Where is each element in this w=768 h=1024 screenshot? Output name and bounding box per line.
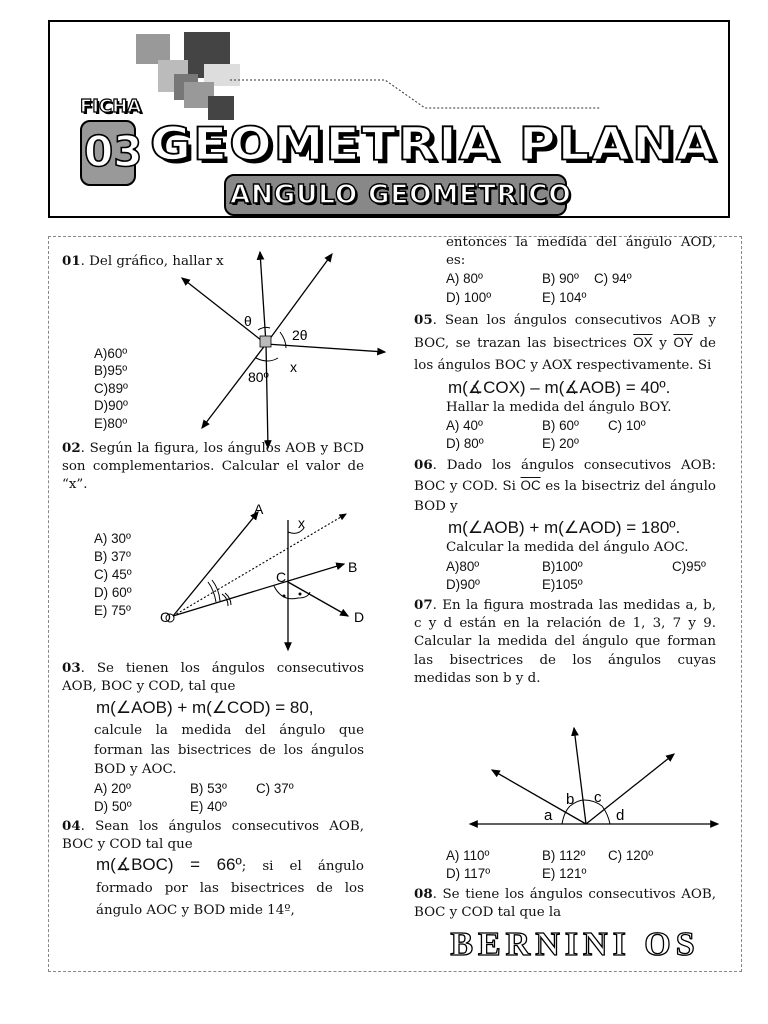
formula-q03: m(∠AOB) + m(∠COD) = 80, bbox=[96, 698, 314, 718]
option[interactable]: B) 60º bbox=[542, 418, 579, 434]
page-title: GEOMETRIA PLANA bbox=[150, 118, 717, 171]
option[interactable]: E)105º bbox=[542, 576, 583, 592]
option[interactable]: E) 104º bbox=[542, 289, 587, 305]
label-x: x bbox=[290, 359, 297, 375]
ray-ox: $\overline{OX}$ bbox=[633, 334, 653, 350]
option[interactable]: A) 20º bbox=[94, 780, 131, 796]
question-03-block bbox=[62, 659, 364, 816]
option[interactable]: C) 120º bbox=[608, 848, 654, 863]
option[interactable]: E)80º bbox=[94, 415, 128, 431]
question-04-block bbox=[62, 817, 364, 922]
options-q06-row2 bbox=[414, 576, 716, 594]
label-two-theta: 2θ bbox=[292, 327, 308, 343]
right-column bbox=[414, 234, 716, 688]
label-a: a bbox=[544, 807, 553, 824]
figure-q02 bbox=[158, 498, 374, 656]
options-q04-row2 bbox=[414, 289, 716, 307]
option[interactable]: D)90º bbox=[446, 576, 480, 592]
option[interactable]: C)95º bbox=[672, 558, 706, 574]
option[interactable]: D) 50º bbox=[94, 799, 132, 815]
option[interactable]: C) 37º bbox=[256, 780, 294, 796]
option[interactable]: C)89º bbox=[94, 380, 128, 396]
page-subtitle: ANGULO GEOMETRICO bbox=[230, 180, 572, 210]
question-03-cont: calcule la medida del ángulo que forman las bisectrices de los ángulos BOD y AOC. bbox=[94, 723, 364, 778]
label-O: O bbox=[160, 609, 171, 625]
ray-oy: $\overline{OY}$ bbox=[673, 334, 693, 350]
option[interactable]: C) 10º bbox=[608, 418, 646, 434]
option[interactable]: A)80º bbox=[446, 558, 480, 574]
question-03: 03. Se tienen los ángulos consecutivos AOB, BOC y COD, tal que bbox=[62, 660, 364, 695]
question-04: 04. Sean los ángulos consecutivos AOB, BOC y COD tal que bbox=[62, 818, 364, 853]
options-q06-row1 bbox=[414, 558, 716, 576]
option[interactable]: B)95º bbox=[94, 363, 128, 379]
option[interactable]: C) 94º bbox=[594, 271, 632, 287]
options-q01 bbox=[94, 345, 194, 432]
question-05-cont: Hallar la medida del ángulo BOY. bbox=[446, 399, 672, 415]
option[interactable]: A) 30º bbox=[94, 531, 131, 546]
label-d: d bbox=[616, 807, 625, 824]
label-B: B bbox=[348, 559, 358, 575]
option[interactable]: B) 112º bbox=[542, 848, 586, 863]
question-07: 07. En la figura mostrada las medidas a, b, c y d están en la relación de 1, 3, 7 y 9. Calcular la medida del ángulo que forman las bisectrices de los ángulos cuyas medidas son b y d. bbox=[414, 597, 716, 686]
formula-q06: m(∠AOB) + m(∠AOD) = 180º. bbox=[448, 518, 681, 538]
options-q03-row2 bbox=[62, 798, 364, 816]
question-02: 02. Según la figura, los ángulos AOB y BCD son complementarios. Calcular el valor de “x”. bbox=[62, 440, 364, 493]
option[interactable]: A) 40º bbox=[446, 418, 483, 434]
option[interactable]: B) 90º bbox=[542, 271, 579, 287]
question-01: 01. Del gráfico, hallar x bbox=[62, 253, 224, 269]
option[interactable]: B) 53º bbox=[190, 780, 227, 796]
question-04-end: entonces la medida del ángulo AOD, es: bbox=[446, 235, 716, 269]
option[interactable]: E) 40º bbox=[190, 799, 227, 815]
label-A: A bbox=[254, 501, 264, 517]
option[interactable]: C) 45º bbox=[94, 567, 132, 582]
ficha-number: 03 bbox=[84, 127, 143, 176]
option[interactable]: D)90º bbox=[94, 398, 128, 414]
options-q07-row1 bbox=[446, 847, 726, 865]
label-D: D bbox=[354, 609, 365, 625]
options-q04-row1 bbox=[414, 270, 716, 288]
ray-oc: $\overline{OC}$ bbox=[520, 478, 541, 494]
question-06-cont: Calcular la medida del ángulo AOC. bbox=[446, 540, 689, 556]
question-02-block bbox=[62, 439, 364, 495]
option[interactable]: B) 37º bbox=[94, 549, 131, 564]
options-q07-row2 bbox=[446, 865, 726, 883]
option[interactable]: D) 117º bbox=[446, 866, 491, 882]
option[interactable]: D) 80º bbox=[446, 436, 484, 452]
options-q05-row2 bbox=[414, 435, 716, 453]
label-eighty: 80º bbox=[248, 369, 269, 385]
label-C: C bbox=[276, 569, 287, 585]
option[interactable]: D) 60º bbox=[94, 585, 132, 600]
footer-logo: BERNINI OS bbox=[450, 926, 700, 963]
option[interactable]: B)100º bbox=[542, 558, 583, 574]
label-c: c bbox=[594, 789, 602, 806]
formula-q04: m(∡BOC) = 66º bbox=[96, 855, 242, 875]
option[interactable]: E) 121º bbox=[542, 866, 587, 882]
options-q07 bbox=[446, 847, 726, 883]
option[interactable]: A)60º bbox=[94, 346, 128, 361]
label-x: x bbox=[298, 515, 305, 531]
question-05: 05. Sean los ángulos consecutivos AOB y BOC, se trazan las bisectrices $\overline{OX}$ y $\overline{OY}$ de los ángulos BOC y AOX respectivamente. Si bbox=[414, 311, 716, 373]
header-decoration bbox=[130, 30, 630, 125]
options-q05-row1 bbox=[414, 417, 716, 435]
figure-q01 bbox=[180, 248, 390, 453]
ficha-label: FICHA bbox=[80, 96, 142, 117]
question-04-cont: m(∡BOC) = 66º; si el ángulo formado por las bisectrices de los ángulo AOC y BOD mide 14º, bbox=[96, 855, 364, 919]
options-q03-row1 bbox=[62, 780, 364, 798]
label-theta: θ bbox=[244, 313, 252, 329]
question-06: 06. Dado los ángulos consecutivos AOB: BOC y COD. Si $\overline{OC}$ es la bisectriz del ángulo BOD y bbox=[414, 457, 716, 515]
formula-q05: m(∡COX) – m(∡AOB) = 40º. bbox=[448, 377, 671, 397]
option[interactable]: E) 20º bbox=[542, 436, 579, 452]
option[interactable]: D) 100º bbox=[446, 289, 492, 305]
option[interactable]: A) 110º bbox=[446, 848, 490, 863]
question-08-block bbox=[414, 885, 716, 922]
question-08: 08. Se tiene los ángulos consecutivos AOB, BOC y COD tal que la bbox=[414, 886, 716, 921]
option[interactable]: E) 75º bbox=[94, 603, 131, 618]
label-b: b bbox=[566, 791, 575, 808]
option[interactable]: A) 80º bbox=[446, 271, 483, 287]
figure-q07 bbox=[466, 724, 722, 836]
